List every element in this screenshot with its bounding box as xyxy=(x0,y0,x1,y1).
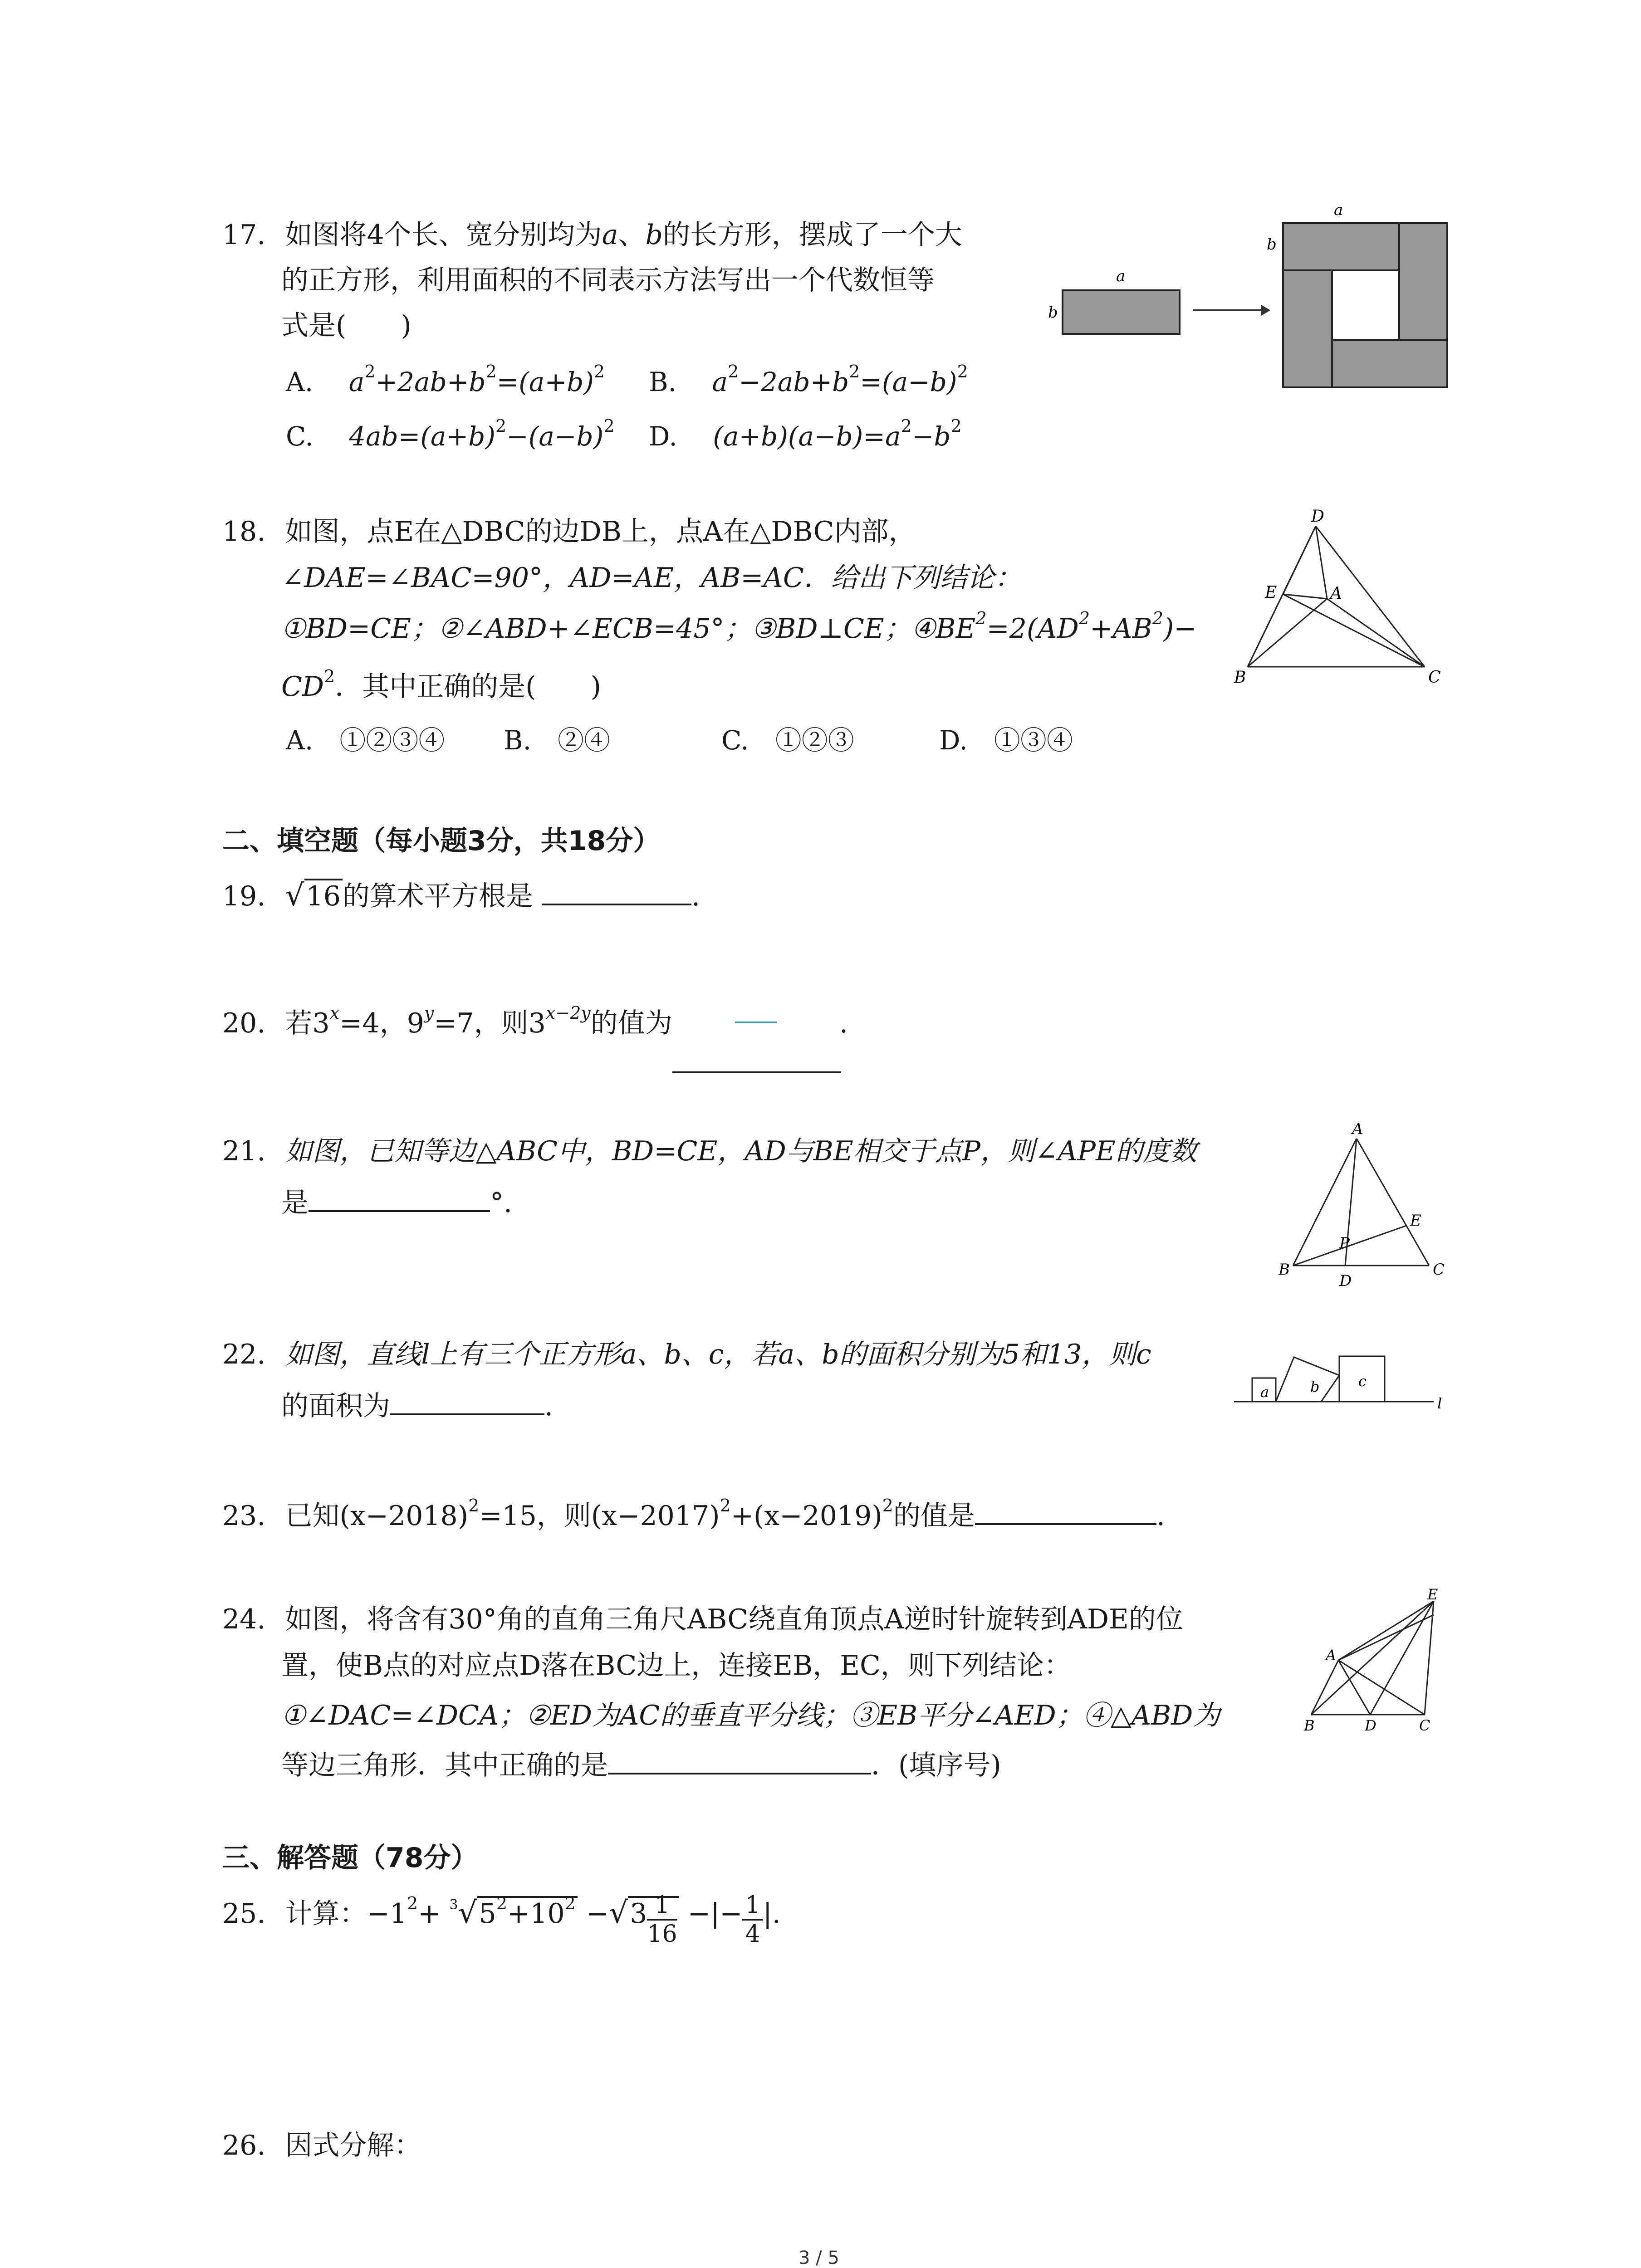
question-number: 18. xyxy=(222,516,266,547)
svg-text:D: D xyxy=(1339,1272,1352,1290)
q18-figure xyxy=(1225,508,1461,689)
svg-text:D: D xyxy=(1365,1717,1376,1734)
q18-line1: 18. 如图，点E在△DBC的边DB上，点A在△DBC内部， xyxy=(222,516,916,547)
question-number: 22. xyxy=(222,1339,266,1370)
q22-line1: 22. 如图，直线l上有三个正方形a、b、c，若a、b的面积分别为5和13，则c xyxy=(222,1339,1151,1370)
svg-text:B: B xyxy=(1234,668,1246,687)
svg-text:E: E xyxy=(1427,1588,1438,1603)
svg-text:l: l xyxy=(1437,1395,1442,1412)
q19: 19. √16的算术平方根是 . xyxy=(222,878,700,913)
q17-line2: 的正方形，利用面积的不同表示方法写出一个代数恒等 xyxy=(281,264,935,296)
q20-dot: . xyxy=(839,1007,848,1039)
q17-option-d[interactable]: D. $(a+b)(a-b)=a^2-b^2$ xyxy=(649,416,962,452)
svg-text:B: B xyxy=(1304,1717,1315,1734)
svg-text:E: E xyxy=(1265,583,1277,602)
q18-option-a[interactable]: A. ①②③④ xyxy=(286,725,445,756)
answer-blank[interactable] xyxy=(672,1071,841,1073)
svg-text:A: A xyxy=(1330,584,1342,603)
q25: 25. 计算：$-1^2+ ^3√5^2+10^2 -√3$ $\frac{1}{16}$ −|− $\frac{1}{4}$ |. xyxy=(222,1892,781,1948)
q26: 26. 因式分解： xyxy=(222,2130,421,2161)
svg-text:c: c xyxy=(1358,1373,1367,1390)
answer-blank[interactable] xyxy=(390,1387,544,1415)
answer-blank[interactable] xyxy=(542,877,691,905)
fig-label-b: b xyxy=(1048,303,1058,322)
question-number: 26. xyxy=(222,2130,266,2161)
q22-line2: 的面积为 . xyxy=(281,1387,553,1425)
svg-text:A: A xyxy=(1352,1120,1363,1138)
q17-figure xyxy=(1043,200,1452,399)
q24-line4: 等边三角形．其中正确的是 ．(填序号) xyxy=(281,1746,1001,1784)
q18-line2: ∠DAE=∠BAC=90°，AD=AE，AB=AC．给出下列结论： xyxy=(281,562,1022,594)
answer-blank[interactable] xyxy=(608,1746,871,1774)
q20: 20. 若$3^x=4$，$9^y=7$，则$3^{x-2y}$的值为 xyxy=(222,1003,672,1039)
svg-text:C: C xyxy=(1433,1261,1445,1279)
q21-figure xyxy=(1266,1120,1456,1293)
svg-text:C: C xyxy=(1419,1717,1430,1734)
sqrt-sign: √ xyxy=(285,878,304,913)
question-number: 19. xyxy=(222,880,266,912)
question-number: 24. xyxy=(222,1603,266,1635)
q18-option-d[interactable]: D. ①③④ xyxy=(939,725,1073,756)
question-number: 25. xyxy=(222,1898,266,1930)
question-number: 21. xyxy=(222,1135,266,1167)
svg-text:E: E xyxy=(1410,1212,1421,1230)
answer-blank[interactable] xyxy=(309,1184,490,1212)
svg-text:a: a xyxy=(1334,201,1343,219)
q22-figure xyxy=(1234,1325,1452,1424)
svg-text:b: b xyxy=(1267,235,1277,254)
svg-text:b: b xyxy=(1310,1378,1320,1395)
page-number: 3 / 5 xyxy=(798,2248,839,2268)
q20-teal-mark xyxy=(735,1022,777,1023)
svg-text:P: P xyxy=(1339,1234,1350,1252)
question-number: 23. xyxy=(222,1500,266,1532)
section-3-title: 三、解答题（78分） xyxy=(222,1842,478,1874)
answer-blank[interactable] xyxy=(975,1497,1156,1525)
section-2-title: 二、填空题（每小题3分，共18分） xyxy=(222,825,661,857)
svg-text:a: a xyxy=(1260,1383,1269,1401)
q18-line3: ①BD=CE；②∠ABD+∠ECB=45°；③BD⊥CE；$④BE^2=2(AD^2+AB^2)-$ xyxy=(281,608,1197,645)
q21-line1: 21. 如图，已知等边△ABC中，BD=CE，AD与BE相交于点P，则∠APE的度数 xyxy=(222,1135,1197,1167)
q17-option-a[interactable]: A. $a^2+2ab+b^2=(a+b)^2$ xyxy=(286,362,605,397)
q17-option-c[interactable]: C. $4ab=(a+b)^2-(a-b)^2$ xyxy=(286,416,615,452)
q23: 23. 已知$(x-2018)^2=15$，则$(x-2017)^2+(x-2019)^2$的值是 . xyxy=(222,1496,1165,1532)
q18-option-b[interactable]: B. ②④ xyxy=(504,725,611,756)
q18-option-c[interactable]: C. ①②③ xyxy=(721,725,854,756)
svg-text:A: A xyxy=(1326,1647,1337,1664)
q24-line2: 置，使B点的对应点D落在BC边上，连接EB，EC，则下列结论： xyxy=(281,1650,1071,1681)
q24-figure xyxy=(1298,1588,1461,1737)
q18-line4: $CD^2$．其中正确的是( ) xyxy=(281,666,602,703)
svg-text:D: D xyxy=(1311,508,1324,526)
svg-text:C: C xyxy=(1428,668,1441,687)
question-number: 20. xyxy=(222,1007,266,1039)
q21-line2: 是 °. xyxy=(281,1184,512,1222)
question-text: 如图将4个长、宽分别均为 xyxy=(285,219,602,251)
question-number: 17. xyxy=(222,219,266,251)
q17-line1: 17. 如图将4个长、宽分别均为a、b的长方形，摆成了一个大 xyxy=(222,219,962,251)
svg-text:B: B xyxy=(1279,1261,1290,1279)
q24-line3: ①∠DAC=∠DCA；②ED为AC的垂直平分线；③EB平分∠AED；④△ABD为 xyxy=(281,1700,1220,1731)
fig-label-a: a xyxy=(1116,267,1126,285)
q17-option-b[interactable]: B. $a^2-2ab+b^2=(a-b)^2$ xyxy=(649,362,968,397)
q17-line3: 式是( ) xyxy=(281,310,411,342)
q24-line1: 24. 如图，将含有30°角的直角三角尺ABC绕直角顶点A逆时针旋转到ADE的位 xyxy=(222,1603,1183,1635)
